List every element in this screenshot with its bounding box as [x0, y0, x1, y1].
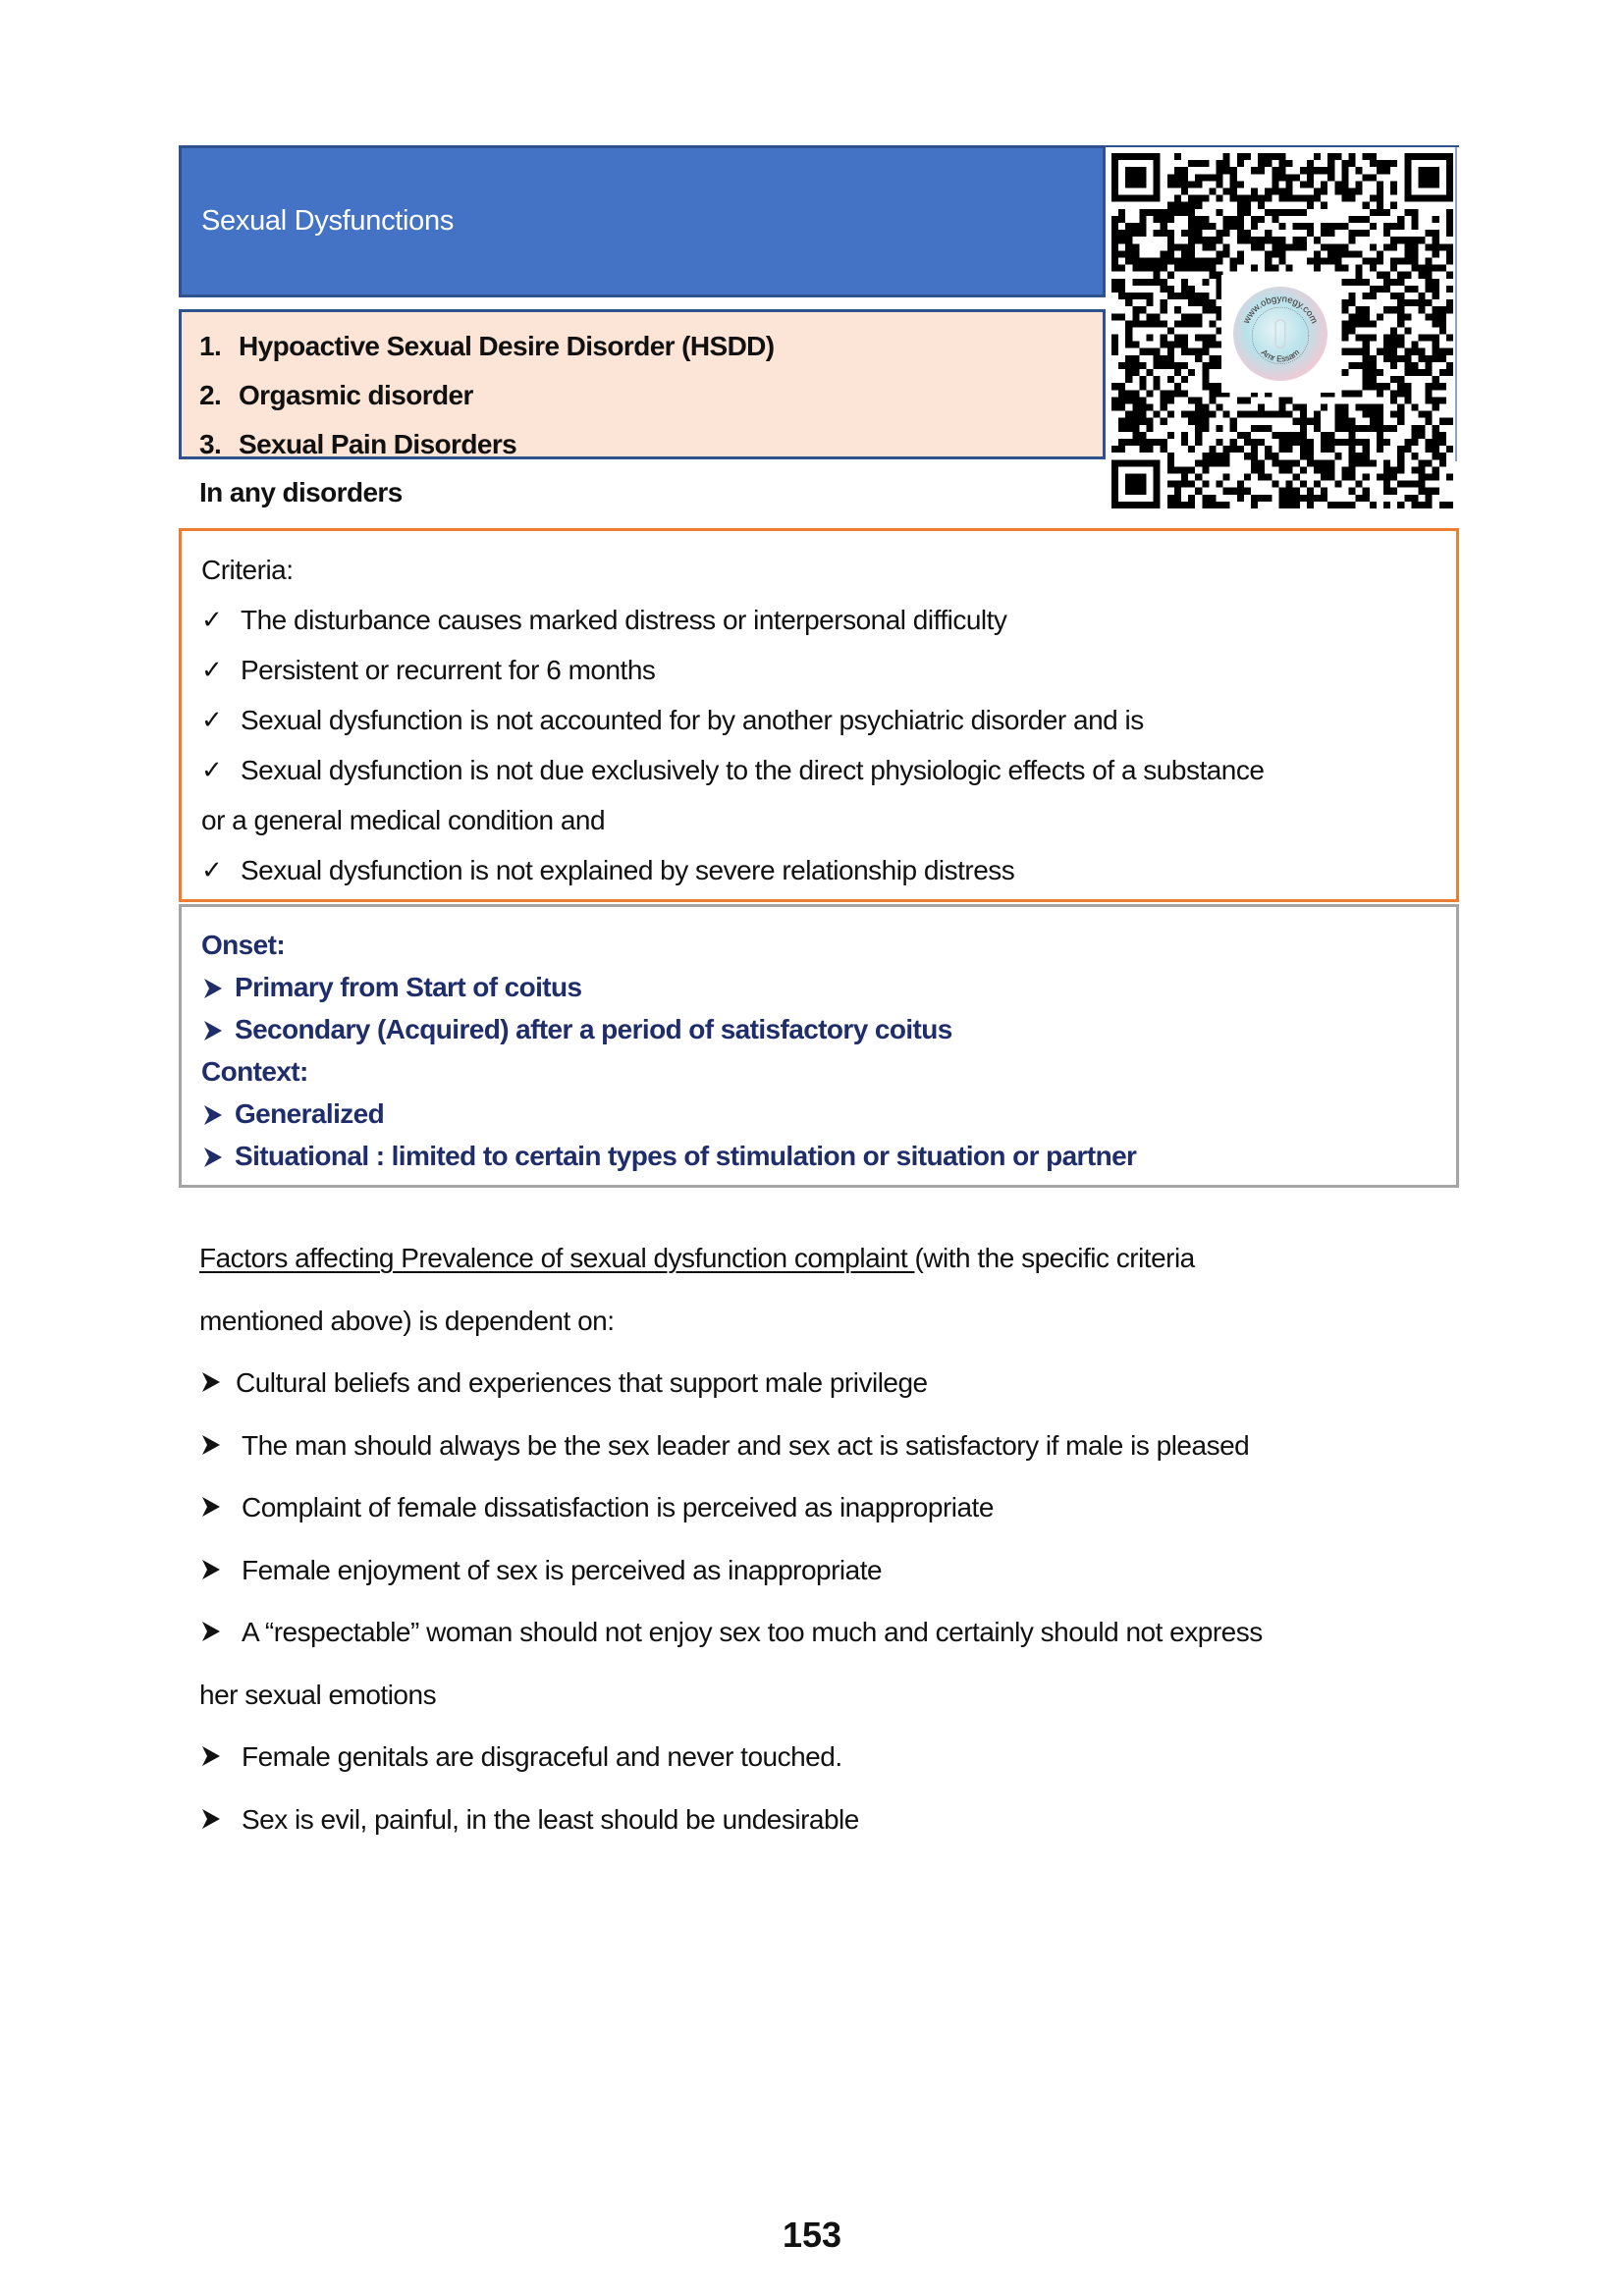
- onset-heading: Onset:: [201, 930, 286, 960]
- factor-text: Sex is evil, painful, in the least should be undesirable: [242, 1803, 859, 1835]
- context-item: [201, 1093, 1436, 1135]
- list-number: 2.: [199, 380, 222, 410]
- factor-item: [199, 1352, 1466, 1415]
- factor-item: [199, 1601, 1466, 1664]
- criteria-item: [201, 745, 1436, 795]
- factor-text: Cultural beliefs and experiences that support male privilege: [236, 1367, 928, 1398]
- onset-context-box: [179, 904, 1459, 1188]
- factors-intro-line2: mentioned above) is dependent on:: [199, 1305, 615, 1336]
- list-item: [199, 322, 1085, 371]
- context-text: Generalized: [235, 1098, 385, 1129]
- list-label: Orgasmic disorder: [239, 380, 473, 410]
- onset-item: [201, 1008, 1436, 1050]
- list-number: 3.: [199, 429, 222, 459]
- arrow-bullet-icon: [201, 1135, 235, 1177]
- checkmark-icon: ✓: [201, 605, 223, 634]
- criteria-heading: Criteria:: [201, 555, 294, 585]
- factor-text: Female enjoyment of sex is perceived as inappropriate: [242, 1554, 883, 1585]
- arrow-bullet-icon: [199, 1601, 242, 1664]
- arrow-bullet-icon: [199, 1539, 242, 1602]
- criteria-item: [201, 595, 1436, 645]
- arrow-bullet-icon: [199, 1352, 236, 1415]
- factor-text: Female genitals are disgraceful and never touched.: [242, 1741, 842, 1772]
- onset-text: Secondary (Acquired) after a period of satisfactory coitus: [235, 1014, 952, 1044]
- criteria-text: Persistent or recurrent for 6 months: [241, 655, 656, 685]
- factor-item: [199, 1726, 1466, 1789]
- criteria-item: [201, 695, 1436, 745]
- list-label: Hypoactive Sexual Desire Disorder (HSDD): [239, 331, 775, 361]
- list-item: [199, 371, 1085, 420]
- arrow-bullet-icon: [199, 1476, 242, 1539]
- criteria-continuation: or a general medical condition and: [201, 805, 606, 835]
- criteria-item: [201, 645, 1436, 695]
- checkmark-icon: ✓: [201, 755, 223, 784]
- obgynegy-logo-icon: [1231, 285, 1329, 383]
- disorders-list: [179, 309, 1106, 459]
- factor-item: [199, 1539, 1466, 1602]
- factor-item: [199, 1415, 1466, 1477]
- arrow-bullet-icon: [201, 966, 235, 1008]
- checkmark-icon: ✓: [201, 705, 223, 734]
- checkmark-icon: ✓: [201, 855, 223, 884]
- svg-text:Amr Essam: Amr Essam: [1259, 347, 1302, 364]
- in-any-disorders-heading: In any disorders: [199, 477, 403, 507]
- section-header: [179, 145, 1106, 297]
- criteria-text: Sexual dysfunction is not explained by severe relationship distress: [241, 855, 1015, 885]
- section-title: Sexual Dysfunctions: [201, 205, 455, 237]
- factor-item: [199, 1789, 1466, 1851]
- factors-intro-underlined: Factors affecting Prevalence of sexual dysfunction complaint: [199, 1243, 915, 1273]
- arrow-bullet-icon: [199, 1726, 242, 1789]
- factor-item: [199, 1476, 1466, 1539]
- arrow-bullet-icon: [201, 1093, 235, 1135]
- qr-code[interactable]: [1106, 145, 1459, 510]
- factors-intro-rest: (with the specific criteria: [914, 1243, 1195, 1273]
- factors-section: [199, 1227, 1466, 1850]
- factor-continuation: her sexual emotions: [199, 1679, 437, 1710]
- onset-text: Primary from Start of coitus: [235, 972, 582, 1002]
- factors-intro: [199, 1227, 1466, 1290]
- arrow-bullet-icon: [199, 1789, 242, 1851]
- list-item: [199, 420, 1085, 469]
- context-heading: Context:: [201, 1056, 308, 1087]
- criteria-box: [179, 528, 1459, 902]
- criteria-item: [201, 845, 1436, 895]
- list-label: Sexual Pain Disorders: [239, 429, 517, 459]
- arrow-bullet-icon: [199, 1415, 242, 1477]
- page-number: 153: [782, 2215, 842, 2255]
- list-number: 1.: [199, 331, 222, 361]
- checkmark-icon: ✓: [201, 655, 223, 684]
- context-text: Situational : limited to certain types of stimulation or situation or partner: [235, 1141, 1137, 1171]
- context-item: [201, 1135, 1436, 1177]
- header-right-border: [1455, 147, 1457, 461]
- arrow-bullet-icon: [201, 1008, 235, 1050]
- svg-text:www.obgynegy.com: www.obgynegy.com: [1241, 294, 1320, 326]
- criteria-text: Sexual dysfunction is not accounted for by another psychiatric disorder and is: [241, 705, 1144, 735]
- criteria-text: Sexual dysfunction is not due exclusively to the direct physiologic effects of a substance: [241, 755, 1265, 785]
- factor-text: Complaint of female dissatisfaction is perceived as inappropriate: [242, 1492, 994, 1522]
- factor-text: A “respectable” woman should not enjoy sex too much and certainly should not express: [242, 1617, 1263, 1647]
- onset-item: [201, 966, 1436, 1008]
- factor-text: The man should always be the sex leader and sex act is satisfactory if male is pleased: [242, 1429, 1250, 1461]
- criteria-text: The disturbance causes marked distress or interpersonal difficulty: [241, 605, 1007, 635]
